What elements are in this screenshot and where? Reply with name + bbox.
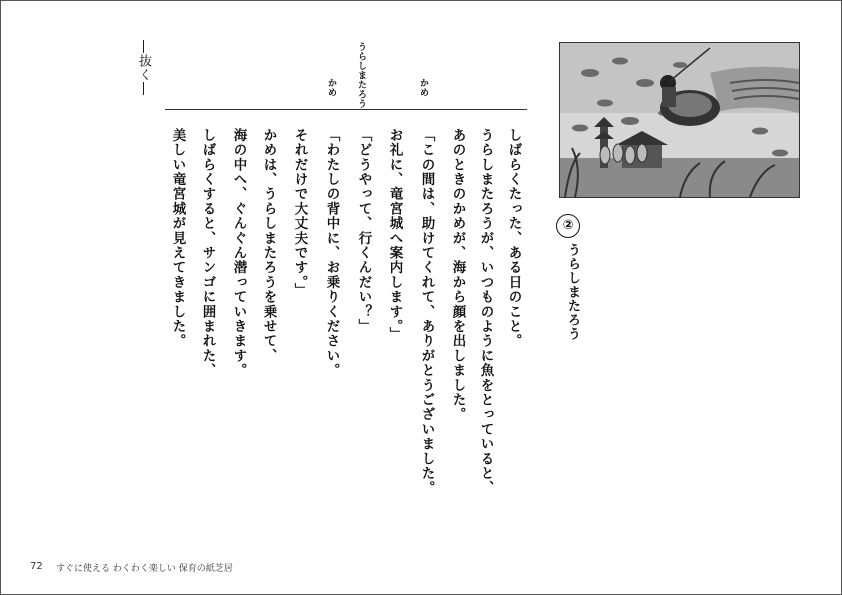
speaker-label: かめ xyxy=(326,78,336,97)
page-number: 72 xyxy=(30,561,43,572)
speaker-label: かめ xyxy=(418,78,428,97)
dialogue-line: 「わたしの背中に、お乗りください。 xyxy=(323,128,340,378)
narration-line: 海の中へ、ぐんぐん潜っていきます。 xyxy=(230,128,247,378)
narration-line: しばらくすると、サンゴに囲まれた、 xyxy=(199,128,216,378)
stage-cue: ―抜く― xyxy=(136,40,151,96)
scene-number: ② xyxy=(556,214,580,238)
dialogue-line: お礼に、竜宮城へ案内します。」 xyxy=(386,128,403,342)
dialogue-line: 「この間は、助けてくれて、ありがとうございました。 xyxy=(418,128,435,496)
narration-line: 美しい竜宮城が見えてきました。 xyxy=(169,128,186,349)
dialogue-line: それだけで大丈夫です。」 xyxy=(291,128,308,298)
scene-illustration xyxy=(559,42,800,198)
narration-line: しばらくたった、ある日のこと。 xyxy=(505,128,522,349)
narration-line: かめは、うらしまたろうを乗せて、 xyxy=(260,128,277,364)
narration-line: あのときのかめが、海から顔を出しました。 xyxy=(449,128,466,422)
scene-title: うらしまたろう xyxy=(565,243,580,341)
book-title: すぐに使える わくわく楽しい 保育の紙芝居 xyxy=(56,564,233,574)
speaker-label: うらしまたろう xyxy=(356,42,366,109)
narration-line: うらしまたろうが、いつものように魚をとっていると、 xyxy=(477,128,494,496)
speaker-rule xyxy=(165,109,527,110)
dialogue-line: 「どうやって、行くんだい？」 xyxy=(355,128,372,334)
